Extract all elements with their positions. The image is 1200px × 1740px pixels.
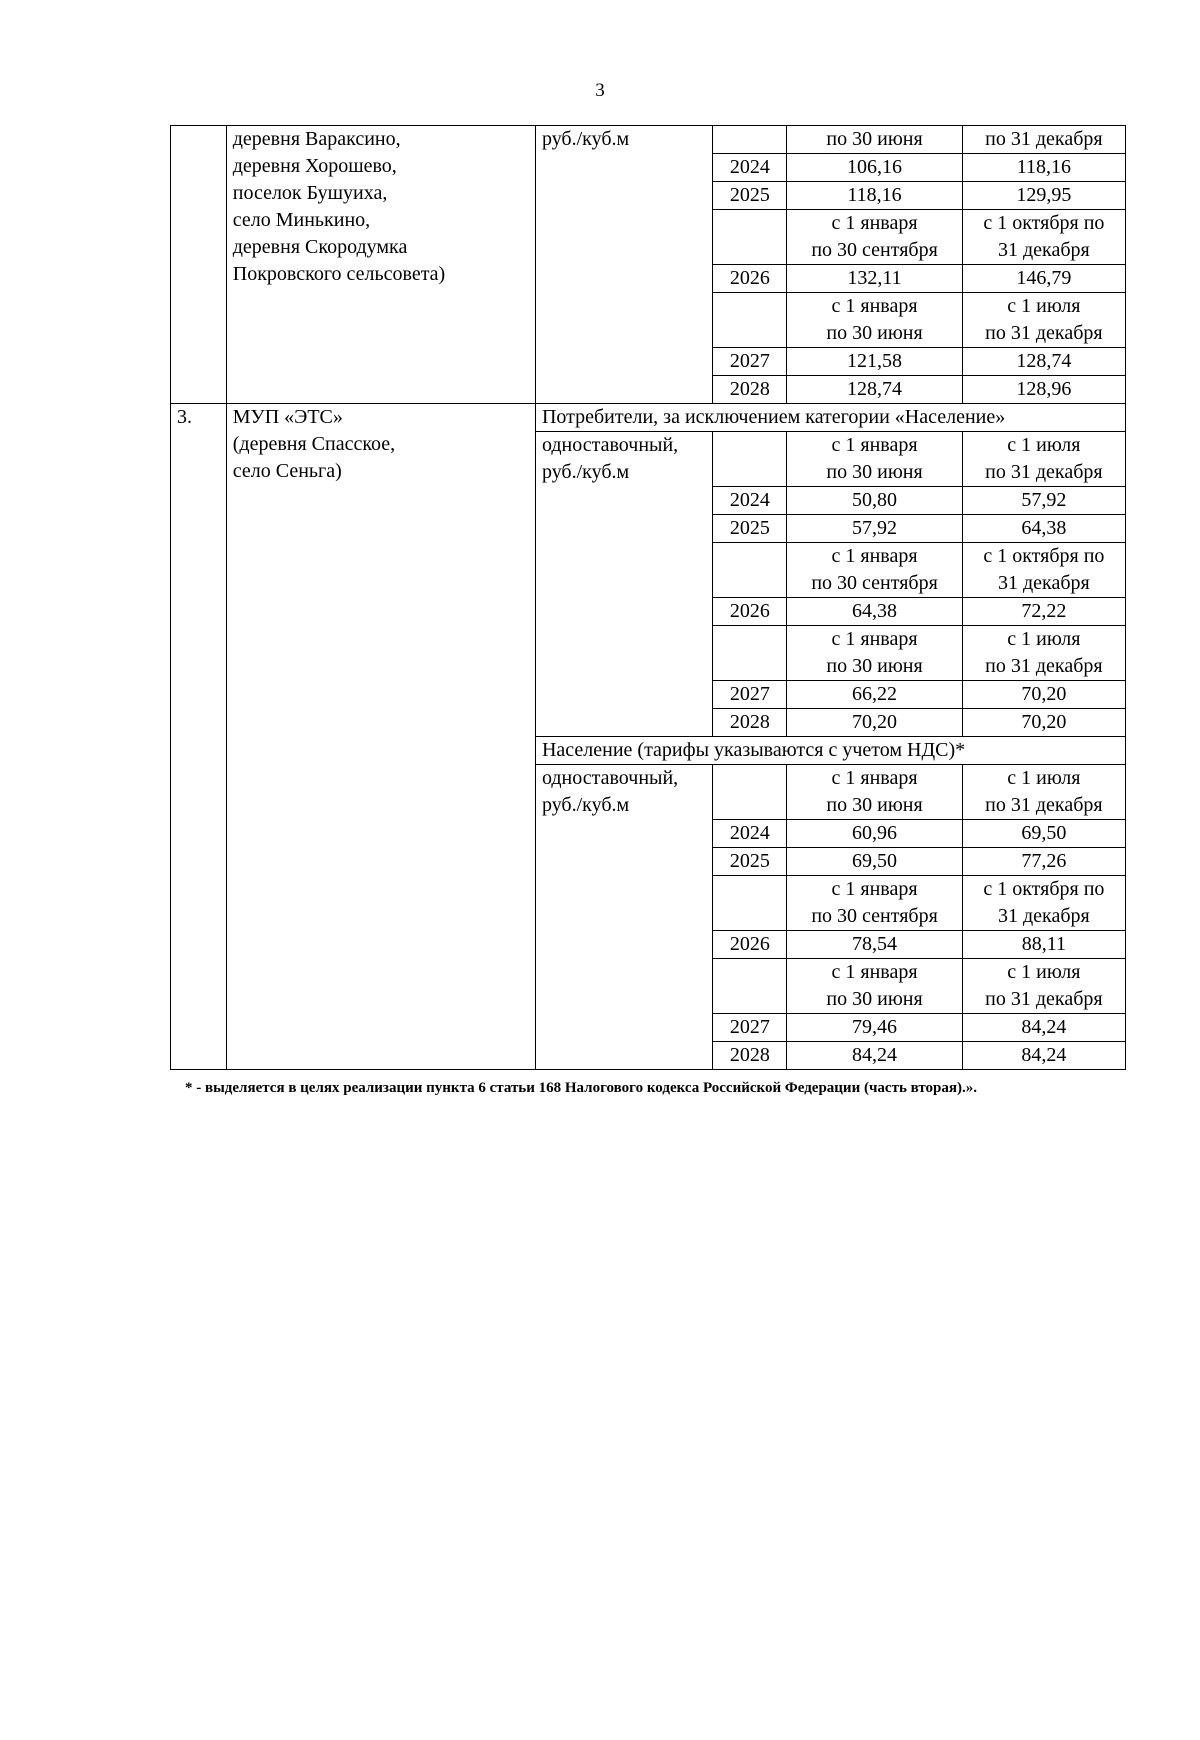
tariff-value-h1: 50,80 bbox=[787, 487, 962, 515]
year-cell: 2026 bbox=[713, 931, 787, 959]
period-line: с 1 июля bbox=[1007, 434, 1081, 456]
unit-cell bbox=[535, 432, 712, 737]
year-cell-empty bbox=[713, 210, 787, 265]
organization-cell bbox=[226, 404, 535, 1070]
period-second-half bbox=[962, 765, 1125, 820]
table-row bbox=[171, 404, 1126, 432]
tariff-value-h1: 79,46 bbox=[787, 1014, 962, 1042]
organization-line: деревня Хорошево, bbox=[232, 155, 397, 177]
period-line: с 1 января bbox=[831, 545, 918, 567]
year-cell: 2028 bbox=[713, 376, 787, 404]
tariff-table-body bbox=[171, 126, 1126, 1070]
tariff-value-h1: 66,22 bbox=[787, 681, 962, 709]
period-line: по 30 июня bbox=[826, 322, 923, 344]
unit-line: руб./куб.м bbox=[541, 794, 630, 816]
year-cell-empty bbox=[713, 765, 787, 820]
organization-line: село Минькино, bbox=[232, 209, 371, 231]
year-cell: 2025 bbox=[713, 515, 787, 543]
row-number-cell bbox=[171, 126, 227, 404]
tariff-value-h1: 60,96 bbox=[787, 820, 962, 848]
period-header: по 31 декабря bbox=[962, 126, 1125, 154]
year-cell: 2024 bbox=[713, 820, 787, 848]
period-line: 31 декабря bbox=[998, 239, 1090, 261]
organization-cell bbox=[226, 126, 535, 404]
period-line: по 30 сентября bbox=[811, 239, 938, 261]
unit-line: одноставочный, bbox=[541, 767, 679, 789]
period-line: с 1 января bbox=[831, 212, 918, 234]
period-second-half bbox=[962, 876, 1125, 931]
year-cell: 2027 bbox=[713, 681, 787, 709]
unit-line: одноставочный, bbox=[541, 434, 679, 456]
period-first-half bbox=[787, 432, 962, 487]
period-line: с 1 июля bbox=[1007, 295, 1081, 317]
organization-line: деревня Вараксино, bbox=[232, 128, 401, 150]
period-line: по 30 июня bbox=[826, 461, 923, 483]
year-cell: 2027 bbox=[713, 348, 787, 376]
tariff-value-h2: 64,38 bbox=[962, 515, 1125, 543]
tariff-value-h2: 84,24 bbox=[962, 1014, 1125, 1042]
tariff-value-h2: 129,95 bbox=[962, 182, 1125, 210]
year-cell-empty bbox=[713, 126, 787, 154]
tariff-value-h2: 70,20 bbox=[962, 681, 1125, 709]
tariff-value-h1: 57,92 bbox=[787, 515, 962, 543]
organization-line: Покровского сельсовета) bbox=[232, 263, 446, 285]
period-line: с 1 января bbox=[831, 961, 918, 983]
period-line: с 1 июля bbox=[1007, 961, 1081, 983]
tariff-value-h2: 77,26 bbox=[962, 848, 1125, 876]
year-cell-empty bbox=[713, 959, 787, 1014]
tariff-value-h2: 88,11 bbox=[962, 931, 1125, 959]
period-line: по 30 сентября bbox=[811, 572, 938, 594]
period-header: по 30 июня bbox=[787, 126, 962, 154]
period-line: с 1 января bbox=[831, 878, 918, 900]
unit-line: руб./куб.м bbox=[541, 461, 630, 483]
year-cell-empty bbox=[713, 293, 787, 348]
table-row bbox=[171, 126, 1126, 154]
period-first-half bbox=[787, 293, 962, 348]
period-second-half bbox=[962, 432, 1125, 487]
year-cell: 2026 bbox=[713, 598, 787, 626]
tariff-value-h2: 70,20 bbox=[962, 709, 1125, 737]
period-line: по 31 декабря bbox=[985, 794, 1103, 816]
tariff-value-h1: 121,58 bbox=[787, 348, 962, 376]
tariff-value-h2: 69,50 bbox=[962, 820, 1125, 848]
period-line: с 1 июля bbox=[1007, 628, 1081, 650]
year-cell: 2028 bbox=[713, 709, 787, 737]
period-line: по 30 июня bbox=[826, 794, 923, 816]
tariff-value-h1: 132,11 bbox=[787, 265, 962, 293]
tariff-value-h1: 78,54 bbox=[787, 931, 962, 959]
tariff-value-h2: 118,16 bbox=[962, 154, 1125, 182]
period-second-half bbox=[962, 543, 1125, 598]
period-first-half bbox=[787, 210, 962, 265]
period-second-half bbox=[962, 293, 1125, 348]
period-first-half bbox=[787, 876, 962, 931]
period-first-half bbox=[787, 959, 962, 1014]
period-line: по 31 декабря bbox=[985, 461, 1103, 483]
period-line: по 30 июня bbox=[826, 655, 923, 677]
year-cell-empty bbox=[713, 543, 787, 598]
organization-line: деревня Скородумка bbox=[232, 236, 408, 258]
period-line: 31 декабря bbox=[998, 905, 1090, 927]
organization-line: МУП «ЭТС» bbox=[232, 406, 343, 428]
period-line: с 1 октября по bbox=[983, 545, 1105, 567]
page-number: 3 bbox=[595, 80, 605, 101]
category-title: Потребители, за исключением категории «Население» bbox=[535, 404, 1125, 432]
period-line: 31 декабря bbox=[998, 572, 1090, 594]
year-cell-empty bbox=[713, 876, 787, 931]
year-cell: 2026 bbox=[713, 265, 787, 293]
year-cell-empty bbox=[713, 626, 787, 681]
year-cell-empty bbox=[713, 432, 787, 487]
category-title: Население (тарифы указываются с учетом НДС)* bbox=[535, 737, 1125, 765]
tariff-value-h2: 84,24 bbox=[962, 1042, 1125, 1070]
period-line: с 1 октября по bbox=[983, 212, 1105, 234]
period-first-half bbox=[787, 765, 962, 820]
tariff-value-h2: 128,74 bbox=[962, 348, 1125, 376]
row-number-cell: 3. bbox=[171, 404, 227, 1070]
period-line: по 30 сентября bbox=[811, 905, 938, 927]
unit-cell: руб./куб.м bbox=[535, 126, 712, 404]
period-line: с 1 января bbox=[831, 434, 918, 456]
period-line: с 1 января bbox=[831, 628, 918, 650]
year-cell: 2024 bbox=[713, 154, 787, 182]
footnote: * - выделяется в целях реализации пункта 6 статьи 168 Налогового кодекса Российской Федерации (часть вторая).». bbox=[185, 1080, 977, 1096]
unit-cell bbox=[535, 765, 712, 1070]
period-second-half bbox=[962, 959, 1125, 1014]
tariff-value-h1: 128,74 bbox=[787, 376, 962, 404]
period-line: с 1 января bbox=[831, 767, 918, 789]
period-second-half bbox=[962, 210, 1125, 265]
tariff-value-h1: 70,20 bbox=[787, 709, 962, 737]
tariff-value-h2: 72,22 bbox=[962, 598, 1125, 626]
period-line: по 31 декабря bbox=[985, 322, 1103, 344]
tariff-value-h1: 106,16 bbox=[787, 154, 962, 182]
organization-line: поселок Бушуиха, bbox=[232, 182, 388, 204]
year-cell: 2025 bbox=[713, 182, 787, 210]
period-line: с 1 января bbox=[831, 295, 918, 317]
tariff-value-h1: 69,50 bbox=[787, 848, 962, 876]
tariff-value-h2: 146,79 bbox=[962, 265, 1125, 293]
year-cell: 2027 bbox=[713, 1014, 787, 1042]
period-first-half bbox=[787, 626, 962, 681]
year-cell: 2024 bbox=[713, 487, 787, 515]
period-line: по 31 декабря bbox=[985, 988, 1103, 1010]
tariff-value-h1: 118,16 bbox=[787, 182, 962, 210]
period-line: с 1 октября по bbox=[983, 878, 1105, 900]
tariff-table bbox=[170, 125, 1126, 1070]
year-cell: 2025 bbox=[713, 848, 787, 876]
period-line: с 1 июля bbox=[1007, 767, 1081, 789]
tariff-value-h1: 64,38 bbox=[787, 598, 962, 626]
tariff-value-h2: 128,96 bbox=[962, 376, 1125, 404]
organization-line: (деревня Спасское, bbox=[232, 433, 396, 455]
period-first-half bbox=[787, 543, 962, 598]
period-second-half bbox=[962, 626, 1125, 681]
tariff-value-h1: 84,24 bbox=[787, 1042, 962, 1070]
organization-line: село Сеньга) bbox=[232, 460, 342, 482]
tariff-value-h2: 57,92 bbox=[962, 487, 1125, 515]
period-line: по 30 июня bbox=[826, 988, 923, 1010]
period-line: по 31 декабря bbox=[985, 655, 1103, 677]
year-cell: 2028 bbox=[713, 1042, 787, 1070]
